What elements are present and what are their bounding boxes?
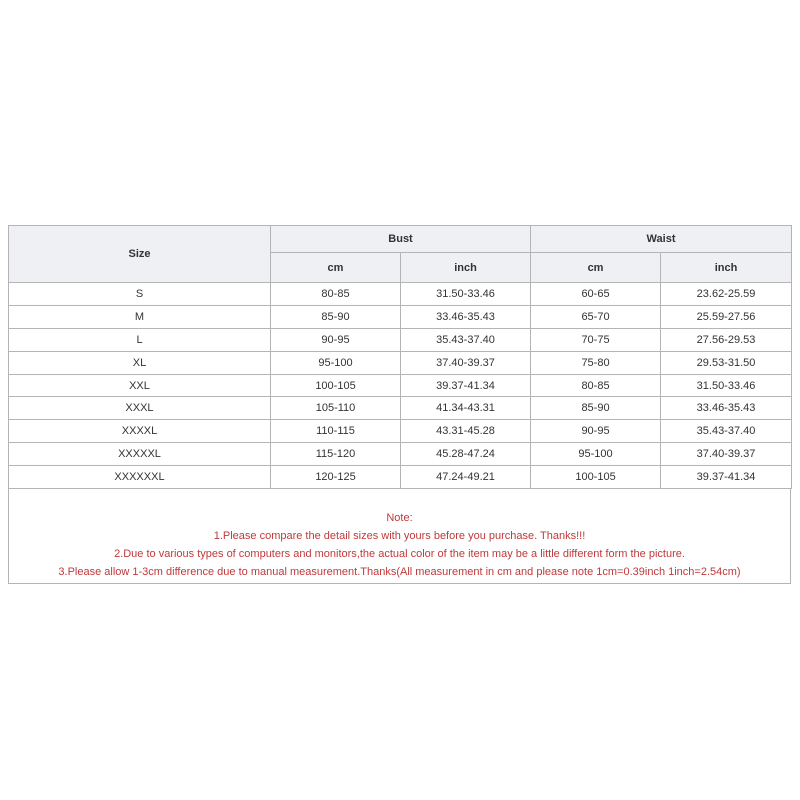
waist-cm-cell: 60-65 xyxy=(531,283,661,306)
bust-inch-cell: 31.50-33.46 xyxy=(401,283,531,306)
waist-inch-header: inch xyxy=(661,253,792,283)
size-chart xyxy=(8,225,791,584)
bust-group-header: Bust xyxy=(271,226,531,253)
waist-inch-cell: 29.53-31.50 xyxy=(661,351,792,374)
waist-inch-cell: 31.50-33.46 xyxy=(661,374,792,397)
waist-cm-cell: 95-100 xyxy=(531,443,661,466)
size-column-header: Size xyxy=(9,226,271,283)
waist-cm-cell: 65-70 xyxy=(531,305,661,328)
bust-cm-cell: 120-125 xyxy=(271,466,401,489)
size-table xyxy=(8,225,792,489)
bust-cm-cell: 115-120 xyxy=(271,443,401,466)
waist-inch-cell: 25.59-27.56 xyxy=(661,305,792,328)
size-cell: XXXL xyxy=(9,397,271,420)
waist-inch-cell: 39.37-41.34 xyxy=(661,466,792,489)
bust-cm-header: cm xyxy=(271,253,401,283)
waist-cm-cell: 85-90 xyxy=(531,397,661,420)
size-cell: S xyxy=(9,283,271,306)
table-row xyxy=(9,283,792,306)
table-row xyxy=(9,374,792,397)
size-cell: M xyxy=(9,305,271,328)
bust-cm-cell: 85-90 xyxy=(271,305,401,328)
bust-cm-cell: 100-105 xyxy=(271,374,401,397)
waist-group-header: Waist xyxy=(531,226,792,253)
bust-cm-cell: 105-110 xyxy=(271,397,401,420)
bust-cm-cell: 80-85 xyxy=(271,283,401,306)
note-title: Note: xyxy=(386,512,413,525)
waist-inch-cell: 37.40-39.37 xyxy=(661,443,792,466)
waist-inch-cell: 33.46-35.43 xyxy=(661,397,792,420)
table-row xyxy=(9,397,792,420)
waist-inch-cell: 27.56-29.53 xyxy=(661,328,792,351)
notes-panel xyxy=(8,489,791,584)
bust-inch-cell: 43.31-45.28 xyxy=(401,420,531,443)
table-row xyxy=(9,305,792,328)
waist-cm-header: cm xyxy=(531,253,661,283)
size-cell: XXXXL xyxy=(9,420,271,443)
bust-inch-cell: 37.40-39.37 xyxy=(401,351,531,374)
bust-cm-cell: 90-95 xyxy=(271,328,401,351)
bust-inch-header: inch xyxy=(401,253,531,283)
note-line-3: 3.Please allow 1-3cm difference due to manual measurement.Thanks(All measurement in cm and please note 1cm=0.39inch 1inch=2.54cm) xyxy=(58,566,741,579)
waist-cm-cell: 75-80 xyxy=(531,351,661,374)
bust-cm-cell: 95-100 xyxy=(271,351,401,374)
bust-inch-cell: 35.43-37.40 xyxy=(401,328,531,351)
size-cell: XL xyxy=(9,351,271,374)
bust-inch-cell: 33.46-35.43 xyxy=(401,305,531,328)
table-row xyxy=(9,420,792,443)
waist-cm-cell: 80-85 xyxy=(531,374,661,397)
table-row xyxy=(9,351,792,374)
waist-inch-cell: 23.62-25.59 xyxy=(661,283,792,306)
size-cell: XXL xyxy=(9,374,271,397)
size-cell: XXXXXL xyxy=(9,443,271,466)
size-cell: XXXXXXL xyxy=(9,466,271,489)
size-cell: L xyxy=(9,328,271,351)
bust-cm-cell: 110-115 xyxy=(271,420,401,443)
table-row xyxy=(9,443,792,466)
waist-cm-cell: 70-75 xyxy=(531,328,661,351)
bust-inch-cell: 41.34-43.31 xyxy=(401,397,531,420)
note-line-1: 1.Please compare the detail sizes with yours before you purchase. Thanks!!! xyxy=(213,530,586,543)
waist-cm-cell: 90-95 xyxy=(531,420,661,443)
bust-inch-cell: 47.24-49.21 xyxy=(401,466,531,489)
waist-inch-cell: 35.43-37.40 xyxy=(661,420,792,443)
bust-inch-cell: 45.28-47.24 xyxy=(401,443,531,466)
bust-inch-cell: 39.37-41.34 xyxy=(401,374,531,397)
note-line-2: 2.Due to various types of computers and monitors,the actual color of the item may be a little different form the picture. xyxy=(114,548,685,561)
waist-cm-cell: 100-105 xyxy=(531,466,661,489)
table-row xyxy=(9,466,792,489)
table-row xyxy=(9,328,792,351)
size-table-body xyxy=(9,283,792,489)
